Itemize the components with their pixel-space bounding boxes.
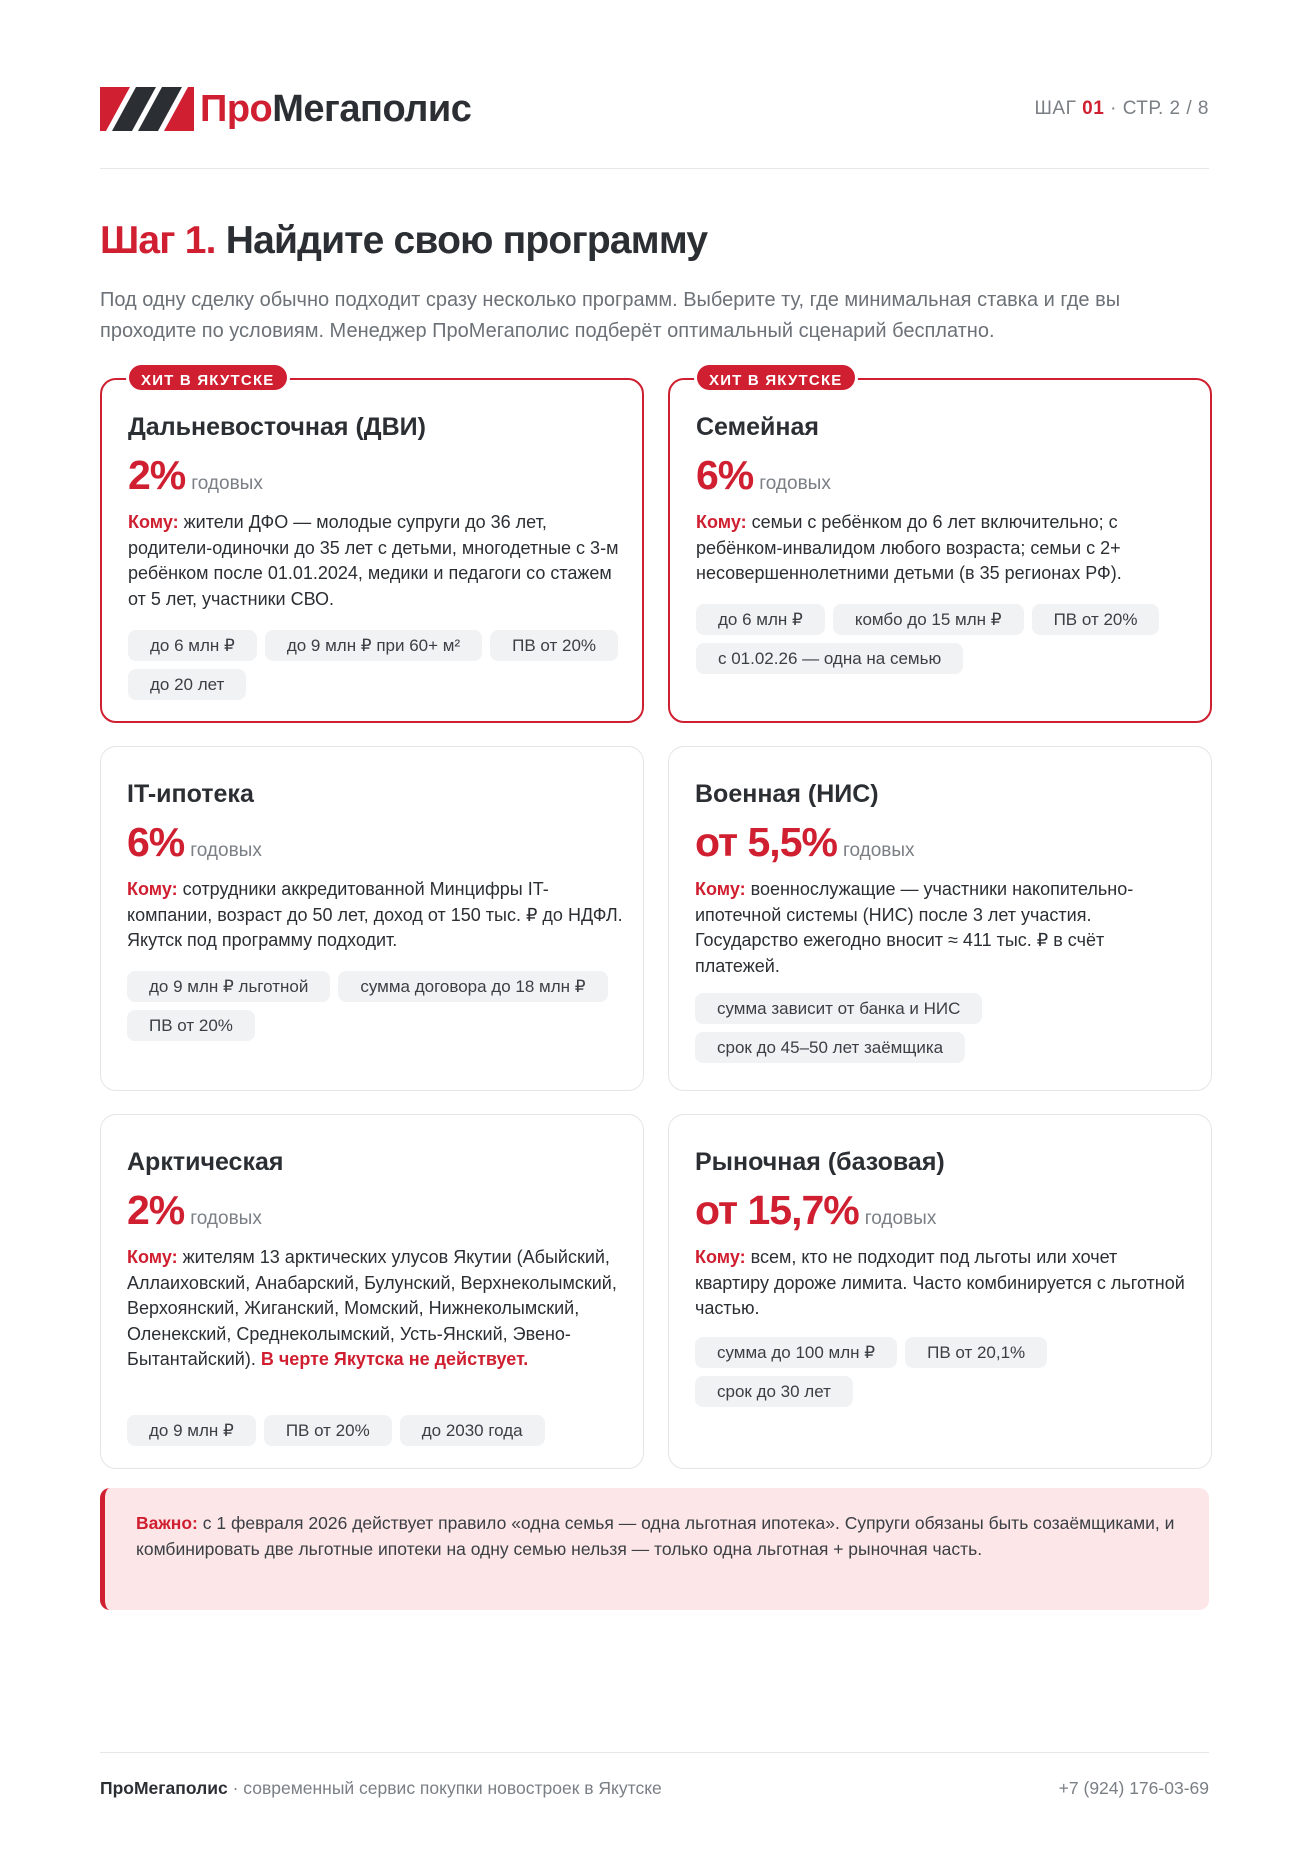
- rate-unit: годовых: [191, 473, 263, 494]
- brand-name-rest: Мегаполис: [272, 88, 472, 130]
- tag: до 9 млн ₽ льготной: [127, 971, 330, 1002]
- footer-brand-name: ПроМегаполис: [100, 1778, 228, 1798]
- program-tags: [127, 1415, 627, 1446]
- program-tags: [695, 1337, 1075, 1407]
- program-tags: [695, 993, 995, 1063]
- note-label: Важно:: [136, 1513, 198, 1533]
- who-label: Кому:: [128, 512, 179, 532]
- program-description: [696, 510, 1192, 587]
- logo-stripes-icon: [100, 87, 194, 131]
- footer-tagline: · современный сервис покупки новостроек в Якутске: [227, 1778, 662, 1798]
- tag: ПВ от 20%: [1032, 604, 1160, 635]
- brand-name-pro: Про: [200, 88, 273, 130]
- header-divider: [100, 168, 1209, 169]
- who-text: всем, кто не подходит под льготы или хочет квартиру дороже лимита. Часто комбинируется с льготной частью.: [695, 1247, 1185, 1318]
- who-text: жителям 13 арктических улусов Якутии (Абыйский, Аллаиховский, Анабарский, Булунский, Верхнеколымский, Верхоянский, Жиганский, Момский, Нижнеколымский, Оленекский, Среднеколымский, Усть-Янский, Эвено-Бытантайский).: [127, 1247, 617, 1369]
- who-label: Кому:: [695, 1247, 746, 1267]
- rate-unit: годовых: [190, 1208, 262, 1229]
- header: [100, 84, 1209, 134]
- who-text: жители ДФО — молодые супруги до 36 лет, родители-одиночки до 35 лет с детьми, многодетные с 3-м ребёнком после 01.01.2024, медики и педагоги со стажем от 5 лет, участники СВО.: [128, 512, 619, 609]
- program-tags: [128, 630, 628, 700]
- program-title: IT-ипотека: [127, 780, 254, 808]
- program-description: [127, 1245, 623, 1373]
- tag: срок до 45–50 лет заёмщика: [695, 1032, 965, 1063]
- who-text: сотрудники аккредитованной Минцифры IT-компании, возраст до 50 лет, доход от 150 тыс. ₽ до НДФЛ. Якутск под программу подходит.: [127, 879, 623, 950]
- rate-value: 6%: [696, 452, 754, 498]
- note-text: [136, 1510, 1176, 1562]
- page-title-step: Шаг 1.: [100, 219, 216, 262]
- step-number: 01: [1082, 98, 1105, 119]
- note-body: с 1 февраля 2026 действует правило «одна семья — одна льготная ипотека». Супруги обязаны быть созаёмщиками, и комбинировать две льготные ипотеки на одну семью нельзя — только одна льготная + рыночная часть.: [136, 1513, 1175, 1559]
- tag: до 9 млн ₽ при 60+ м²: [265, 630, 482, 661]
- program-rate: [696, 450, 831, 500]
- program-tags: [127, 971, 627, 1041]
- program-card-military[interactable]: [668, 746, 1212, 1091]
- page-title: [100, 218, 707, 264]
- rate-unit: годовых: [864, 1208, 937, 1229]
- program-title: Арктическая: [127, 1148, 284, 1176]
- rate-value: от 15,7%: [695, 1187, 859, 1233]
- program-title: Дальневосточная (ДВИ): [128, 413, 426, 441]
- important-note: [100, 1488, 1209, 1610]
- program-description: [695, 1245, 1191, 1322]
- page-label: СТР. 2 / 8: [1122, 98, 1209, 119]
- tag: сумма до 100 млн ₽: [695, 1337, 897, 1368]
- tag: сумма договора до 18 млн ₽: [338, 971, 607, 1002]
- program-description: [695, 877, 1191, 979]
- program-title: Рыночная (базовая): [695, 1148, 945, 1176]
- who-label: Кому:: [127, 879, 178, 899]
- hit-badge: ХИТ В ЯКУТСКЕ: [694, 362, 858, 393]
- tag: ПВ от 20%: [127, 1010, 255, 1041]
- tag: ПВ от 20%: [264, 1415, 392, 1446]
- tag: до 20 лет: [128, 669, 246, 700]
- program-card-it[interactable]: [100, 746, 644, 1091]
- who-label: Кому:: [127, 1247, 178, 1267]
- who-text: военнослужащие — участники накопительно-ипотечной системы (НИС) после 3 лет участия. Государство ежегодно вносит ≈ 411 тыс. ₽ в счёт платежей.: [695, 879, 1134, 976]
- rate-value: от 5,5%: [695, 819, 837, 865]
- tag: комбо до 15 млн ₽: [833, 604, 1024, 635]
- tag: ПВ от 20%: [490, 630, 618, 661]
- program-rate: [695, 1185, 936, 1235]
- brand-name: [200, 86, 471, 132]
- rate-unit: годовых: [842, 840, 915, 861]
- program-card-family[interactable]: [668, 372, 1212, 723]
- footer-brand: [100, 1778, 662, 1799]
- program-title: Семейная: [696, 413, 819, 441]
- warning-text: В черте Якутска не действует.: [260, 1349, 529, 1369]
- program-description: [128, 510, 624, 612]
- program-rate: [695, 817, 915, 867]
- page-title-text: Найдите свою программу: [225, 219, 708, 262]
- program-rate: [127, 1185, 262, 1235]
- who-label: Кому:: [696, 512, 747, 532]
- tag: до 6 млн ₽: [128, 630, 257, 661]
- tag: с 01.02.26 — одна на семью: [696, 643, 963, 674]
- who-text: семьи с ребёнком до 6 лет включительно; с ребёнком-инвалидом любого возраста; семьи с 2+ несовершеннолетними детьми (в 35 регионах РФ).: [696, 512, 1122, 583]
- program-title: Военная (НИС): [695, 780, 879, 808]
- rate-value: 2%: [127, 1187, 185, 1233]
- rate-unit: годовых: [190, 840, 262, 861]
- footer-divider: [100, 1752, 1209, 1753]
- who-label: Кому:: [695, 879, 746, 899]
- program-tags: [696, 604, 1196, 674]
- brand-logo[interactable]: [100, 86, 471, 132]
- tag: до 6 млн ₽: [696, 604, 825, 635]
- tag: до 9 млн ₽: [127, 1415, 256, 1446]
- program-card-arctic[interactable]: [100, 1114, 644, 1469]
- rate-value: 2%: [128, 452, 186, 498]
- tag: ПВ от 20,1%: [905, 1337, 1047, 1368]
- program-card-market[interactable]: [668, 1114, 1212, 1469]
- page: [100, 0, 1209, 1852]
- page-lead: Под одну сделку обычно подходит сразу несколько программ. Выберите ту, где минимальная ставка и где вы проходите по условиям. Менеджер ПроМегаполис подберёт оптимальный сценарий бесплатно.: [100, 289, 1121, 342]
- tag: сумма зависит от банка и НИС: [695, 993, 982, 1024]
- page-indicator: [1035, 98, 1210, 120]
- rate-value: 6%: [127, 819, 185, 865]
- page-separator: ·: [1110, 98, 1117, 119]
- footer-phone[interactable]: +7 (924) 176-03-69: [1058, 1778, 1209, 1798]
- program-rate: [128, 450, 263, 500]
- program-rate: [127, 817, 262, 867]
- tag: до 2030 года: [400, 1415, 545, 1446]
- step-label: ШАГ: [1034, 98, 1077, 119]
- program-card-dvi[interactable]: [100, 372, 644, 723]
- program-description: [127, 877, 623, 954]
- hit-badge: ХИТ В ЯКУТСКЕ: [126, 362, 290, 393]
- tag: срок до 30 лет: [695, 1376, 853, 1407]
- rate-unit: годовых: [759, 473, 831, 494]
